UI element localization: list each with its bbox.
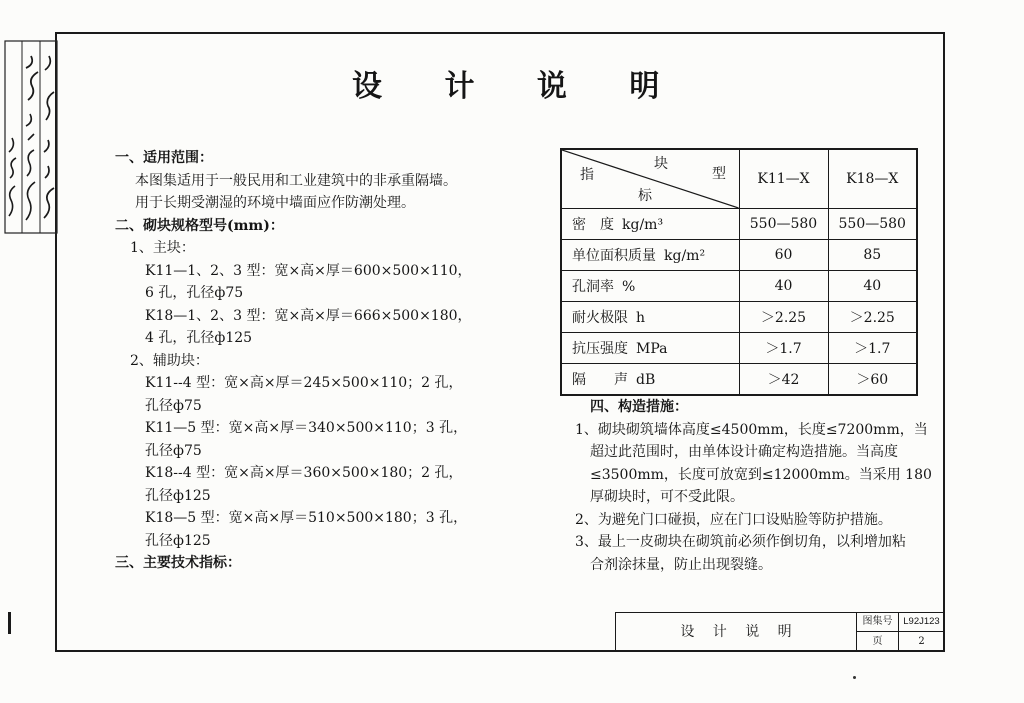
table-row <box>561 333 917 364</box>
main-block-line: K18—1、2、3 型：宽×高×厚＝666×500×180， <box>145 307 472 324</box>
specs-heading: 二、砌块规格型号(mm)： <box>115 217 284 234</box>
row-unit: kg/m³ <box>622 217 664 233</box>
table-corner-cell <box>561 149 739 209</box>
table-row <box>561 302 917 333</box>
table-cell: 550—580 <box>828 209 917 240</box>
title-block <box>615 612 945 652</box>
main-block-line: 6 孔，孔径ф75 <box>145 285 244 301</box>
row-label-cell <box>561 240 739 271</box>
aux-block-heading: 2、辅助块： <box>130 352 209 369</box>
table-cell: 40 <box>739 271 828 302</box>
corner-label-top: 块 <box>654 156 668 172</box>
construction-item-line: 3、最上一皮砌块在砌筑前必须作倒切角，以利增加粘 <box>575 534 906 550</box>
main-block-line: K11—1、2、3 型：宽×高×厚＝600×500×110， <box>145 262 472 279</box>
table-cell: ＞2.25 <box>739 302 828 333</box>
row-label-cell <box>561 271 739 302</box>
column-header: K11—X <box>739 149 828 209</box>
table-row <box>561 364 917 396</box>
construction-item-line: 2、为避免门口碰损，应在门口设贴脸等防护措施。 <box>575 511 892 528</box>
row-label: 抗压强度 <box>572 341 628 357</box>
tech-heading: 三、主要技术指标： <box>115 555 241 571</box>
aux-block-line: K11—5 型：宽×高×厚＝340×500×110；3 孔， <box>145 420 468 436</box>
row-unit: kg/m² <box>664 248 706 264</box>
aux-block-line: 孔径ф125 <box>145 532 211 549</box>
title-block-title: 设 计 说 明 <box>680 624 792 640</box>
row-unit: h <box>636 310 646 326</box>
corner-box <box>562 150 739 208</box>
aux-block-line: 孔径ф75 <box>145 442 202 459</box>
row-label-cell <box>561 333 739 364</box>
row-label: 孔洞率 <box>572 279 614 295</box>
scope-line: 用于长期受潮湿的环境中墙面应作防潮处理。 <box>135 195 415 211</box>
main-block-line: 4 孔，孔径ф125 <box>145 330 253 346</box>
corner-label-bottom: 标 <box>638 188 652 204</box>
table-row <box>561 240 917 271</box>
construction-item-line: 超过此范围时，由单体设计确定构造措施。当高度 <box>590 444 898 460</box>
column-header: K18—X <box>828 149 917 209</box>
row-unit: % <box>622 279 636 295</box>
construction-heading: 四、构造措施： <box>590 399 688 415</box>
scope-heading: 一、适用范围： <box>115 150 213 166</box>
row-label: 隔 声 <box>572 372 628 388</box>
row-label-cell <box>561 209 739 240</box>
corner-label-left: 指 <box>580 167 594 183</box>
row-label: 密 度 <box>572 217 614 233</box>
row-label-cell <box>561 302 739 333</box>
table-row <box>561 209 917 240</box>
table-cell: 85 <box>828 240 917 271</box>
page-number-label: 页 <box>856 632 898 651</box>
aux-block-line: K18—5 型：宽×高×厚＝510×500×180；3 孔， <box>145 510 468 526</box>
row-label: 耐火极限 <box>572 310 628 326</box>
table-cell: 60 <box>739 240 828 271</box>
margin-mark <box>8 612 11 634</box>
construction-notes <box>560 396 942 576</box>
tech-spec-table <box>560 148 918 396</box>
atlas-number: L92J123 <box>898 613 944 632</box>
scan-speck <box>853 676 856 679</box>
table-cell: 550—580 <box>739 209 828 240</box>
aux-block-line: K18--4 型：宽×高×厚＝360×500×180；2 孔， <box>145 465 463 481</box>
construction-item-line: ≤3500mm，长度可放宽到≤12000mm。当采用 180 <box>590 466 932 483</box>
row-unit: MPa <box>636 341 668 357</box>
row-label: 单位面积质量 <box>572 248 656 264</box>
page-number: 2 <box>898 632 944 651</box>
table-cell: ＞60 <box>828 364 917 396</box>
corner-label-right: 型 <box>712 166 726 182</box>
row-label-cell <box>561 364 739 396</box>
aux-block-line: K11--4 型：宽×高×厚＝245×500×110；2 孔， <box>145 375 463 391</box>
table-cell: 40 <box>828 271 917 302</box>
table-cell: ＞1.7 <box>828 333 917 364</box>
table-header-row <box>561 149 917 209</box>
scope-line: 本图集适用于一般民用和工业建筑中的非承重隔墙。 <box>135 172 457 189</box>
construction-item-line: 1、砌块砌筑墙体高度≤4500mm，长度≤7200mm，当 <box>575 421 928 438</box>
construction-item-line: 厚砌块时，可不受此限。 <box>590 489 744 505</box>
page-title: 设 计 说 明 <box>352 69 660 104</box>
atlas-number-label: 图集号 <box>856 613 898 632</box>
table-cell: ＞2.25 <box>828 302 917 333</box>
main-block-heading: 1、主块： <box>130 240 195 256</box>
table-row <box>561 271 917 302</box>
aux-block-line: 孔径ф75 <box>145 397 202 414</box>
left-column <box>0 147 555 575</box>
table-cell: ＞42 <box>739 364 828 396</box>
aux-block-line: 孔径ф125 <box>145 487 211 504</box>
construction-item-line: 合剂涂抹量，防止出现裂缝。 <box>590 556 772 573</box>
table-cell: ＞1.7 <box>739 333 828 364</box>
row-unit: dB <box>636 372 656 388</box>
